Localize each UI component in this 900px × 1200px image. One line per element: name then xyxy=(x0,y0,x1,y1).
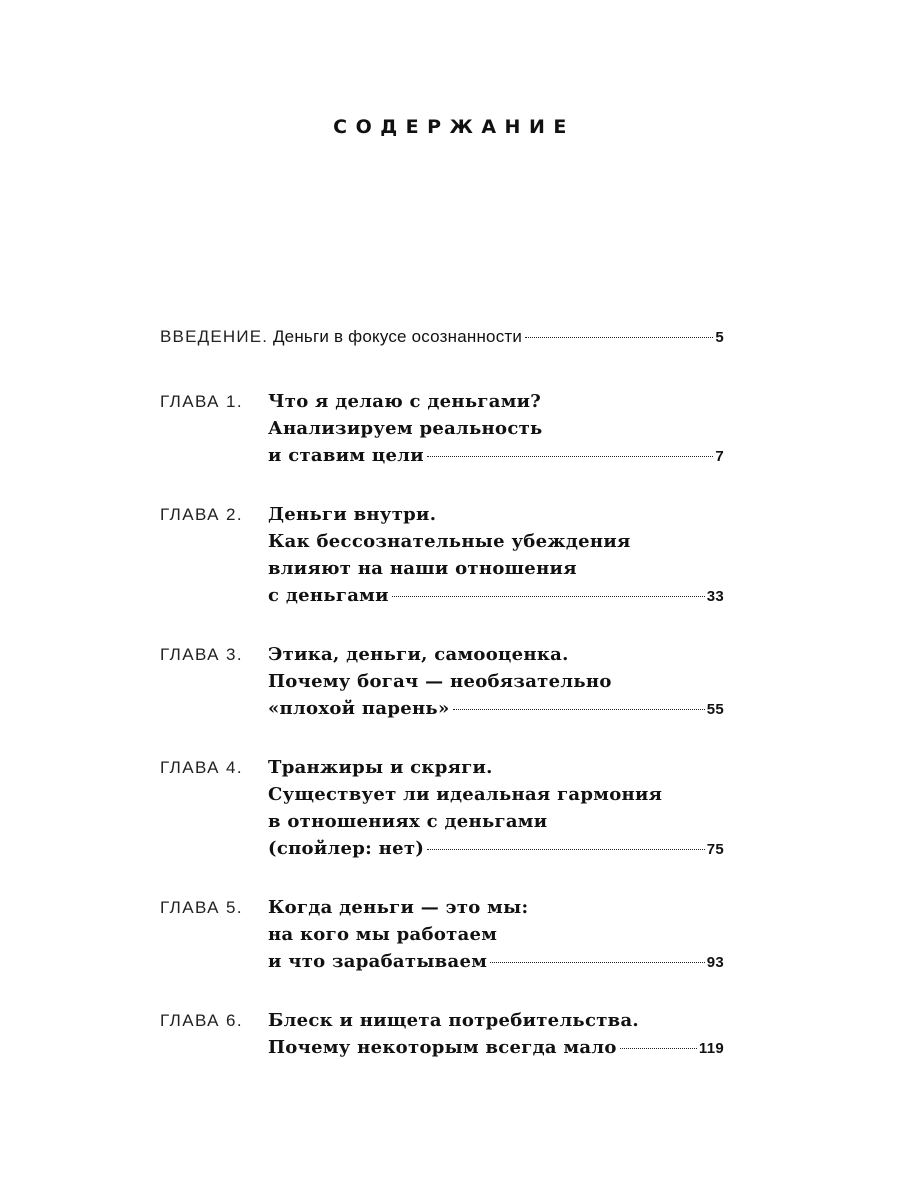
chapter-title xyxy=(268,641,724,722)
dot-leader xyxy=(490,962,705,963)
chapter-title-last-line xyxy=(268,1034,724,1061)
chapter-title-last-line xyxy=(268,582,724,609)
chapter-label: ГЛАВА 4. xyxy=(160,758,243,777)
table-of-contents xyxy=(160,327,724,1093)
page-number: 7 xyxy=(715,448,724,465)
chapter-title-line: и ставим цели xyxy=(268,445,424,466)
chapter-title-line: влияют на наши отношения xyxy=(268,558,577,579)
toc-entry-introduction xyxy=(160,327,724,353)
dot-leader xyxy=(525,337,713,338)
chapter-title-last-line xyxy=(268,695,724,722)
chapter-title-line: Блеск и нищета потребительства. xyxy=(268,1010,639,1031)
page-number: 75 xyxy=(706,841,724,858)
chapter-title-line: «плохой парень» xyxy=(268,698,450,719)
chapter-title-line: Транжиры и скряги. xyxy=(268,757,493,778)
chapter-label: ГЛАВА 2. xyxy=(160,505,243,524)
chapter-title-line: с деньгами xyxy=(268,585,389,606)
chapter-title xyxy=(268,1007,724,1061)
chapter-title-line: на кого мы работаем xyxy=(268,924,498,945)
page-number: 5 xyxy=(715,329,724,346)
page-number: 33 xyxy=(706,588,724,605)
chapter-title xyxy=(268,501,724,609)
chapter-title-line: Почему богач — необязательно xyxy=(268,671,612,692)
toc-entry-chapter-5 xyxy=(160,894,724,975)
page-number: 119 xyxy=(698,1040,724,1057)
toc-entry-chapter-4 xyxy=(160,754,724,862)
chapter-title-line: Деньги внутри. xyxy=(268,504,437,525)
chapter-title-line: Анализируем реальность xyxy=(268,418,543,439)
page-number: 93 xyxy=(706,954,724,971)
intro-label: ВВЕДЕНИЕ. xyxy=(160,327,269,346)
chapter-label: ГЛАВА 1. xyxy=(160,392,243,411)
chapter-title-line: Что я делаю с деньгами? xyxy=(268,391,542,412)
chapter-label: ГЛАВА 3. xyxy=(160,645,243,664)
chapter-title-line: в отношениях с деньгами xyxy=(268,811,548,832)
intro-title: Деньги в фокусе осознанности xyxy=(272,327,523,346)
dot-leader xyxy=(620,1048,697,1049)
chapter-title-last-line xyxy=(268,442,724,469)
chapter-title-line: Когда деньги — это мы: xyxy=(268,897,529,918)
chapter-title-line: Этика, деньги, самооценка. xyxy=(268,644,569,665)
chapter-title-line: и что зарабатываем xyxy=(268,951,488,972)
chapter-title-last-line xyxy=(268,948,724,975)
toc-entry-chapter-1 xyxy=(160,388,724,469)
chapter-title xyxy=(268,388,724,469)
chapter-label: ГЛАВА 5. xyxy=(160,898,243,917)
chapter-title-line: Как бессознательные убеждения xyxy=(268,531,631,552)
chapter-title xyxy=(268,894,724,975)
chapter-title-line: (спойлер: нет) xyxy=(268,838,425,859)
dot-leader xyxy=(427,456,713,457)
dot-leader xyxy=(427,849,705,850)
toc-entry-chapter-3 xyxy=(160,641,724,722)
toc-entry-chapter-6 xyxy=(160,1007,724,1061)
page-title: СОДЕРЖАНИЕ xyxy=(333,116,575,138)
dot-leader xyxy=(392,596,705,597)
toc-entry-chapter-2 xyxy=(160,501,724,609)
dot-leader xyxy=(453,709,705,710)
chapter-title-line: Почему некоторым всегда мало xyxy=(268,1037,617,1058)
page-number: 55 xyxy=(706,701,724,718)
chapter-title-line: Существует ли идеальная гармония xyxy=(268,784,663,805)
chapter-title-last-line xyxy=(268,835,724,862)
chapter-label: ГЛАВА 6. xyxy=(160,1011,243,1030)
chapter-title xyxy=(268,754,724,862)
